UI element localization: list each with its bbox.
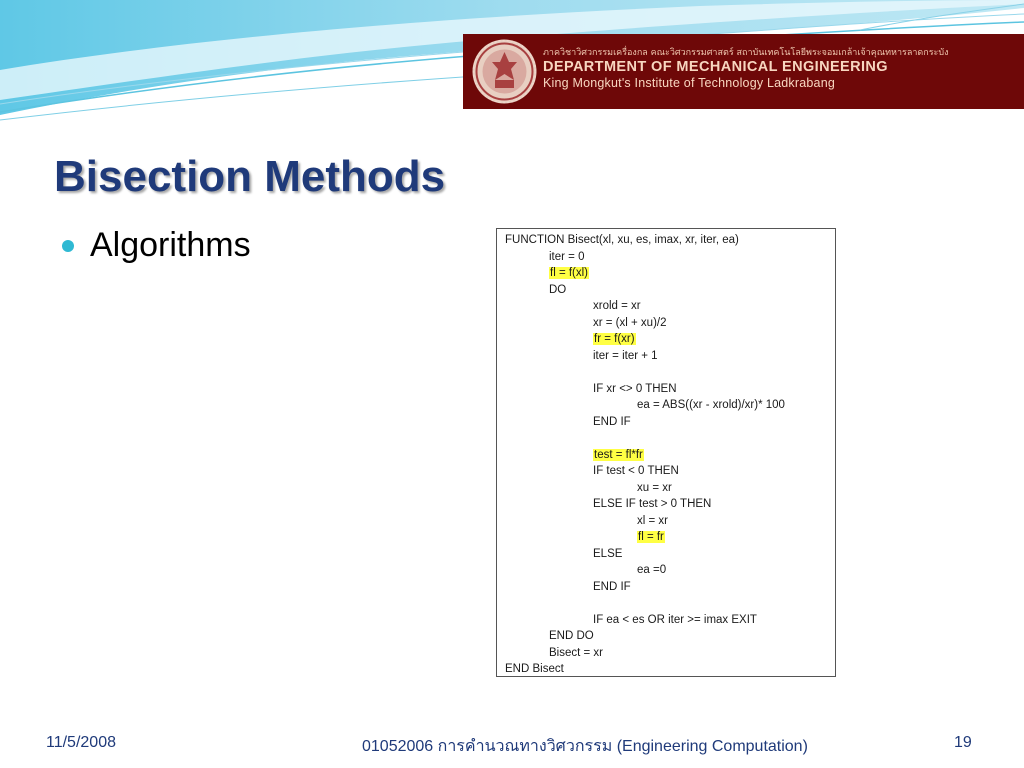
footer-page-number: 19 — [954, 734, 972, 751]
footer-date: 11/5/2008 — [46, 734, 116, 751]
bullet-item — [62, 226, 251, 265]
code-text: ELSE — [593, 547, 623, 560]
department-banner — [463, 34, 1024, 109]
code-text: xr = (xl + xu)/2 — [593, 316, 667, 329]
code-text: ea =0 — [637, 564, 667, 576]
code-text: iter = iter + 1 — [593, 349, 658, 362]
code-line — [593, 497, 711, 511]
code-text: ea = ABS((xr - xrold)/xr)* 100 — [637, 399, 785, 411]
code-line — [593, 332, 636, 346]
code-line — [593, 415, 631, 429]
code-text: IF ea < es OR iter >= imax EXIT — [593, 613, 757, 626]
code-text: IF xr <> 0 THEN — [593, 382, 677, 395]
code-line — [593, 448, 644, 462]
highlighted-code-text: test = fl*fr — [594, 448, 643, 461]
code-line — [593, 547, 622, 561]
code-line — [505, 233, 739, 247]
code-text: xrold = xr — [593, 300, 641, 312]
banner-institute-line: King Mongkut's Institute of Technology Ladkrabang — [543, 76, 836, 90]
pseudocode-box — [496, 228, 836, 677]
code-line — [593, 299, 641, 313]
code-line — [549, 250, 584, 264]
code-line — [505, 662, 564, 676]
highlighted-code-text: fr = f(xr) — [594, 333, 635, 345]
footer-course: 01052006 การคำนวณทางวิศวกรรม (Engineering Computation) — [362, 738, 808, 755]
code-text: END DO — [549, 630, 594, 642]
code-text: xu = xr — [637, 481, 672, 494]
code-text: FUNCTION Bisect(xl, xu, es, imax, xr, iter, ea) — [505, 234, 739, 246]
slide-title: Bisection Methods — [54, 152, 446, 201]
university-seal-icon — [471, 38, 538, 105]
code-line — [637, 398, 785, 412]
code-text: xl = xr — [637, 514, 668, 527]
code-text: iter = 0 — [549, 250, 585, 263]
banner-thai-line: ภาควิชาวิศวกรรมเครื่องกล คณะวิศวกรรมศาสตร์ สถาบันเทคโนโลยีพระจอมเกล้าเจ้าคุณทหารลาดกระบัง — [543, 48, 949, 58]
code-text: Bisect = xr — [549, 646, 604, 659]
code-line — [593, 349, 658, 363]
code-line — [593, 580, 631, 594]
highlighted-code-text: fl = f(xl) — [550, 267, 589, 279]
code-line — [549, 629, 594, 643]
code-text: DO — [549, 283, 567, 296]
code-line — [593, 613, 757, 627]
bullet-dot-icon — [62, 240, 74, 252]
code-line — [593, 464, 679, 478]
code-line — [637, 514, 668, 528]
code-line — [593, 382, 677, 396]
code-line — [637, 530, 665, 544]
banner-text — [543, 48, 1013, 91]
code-line — [637, 481, 672, 495]
code-line — [637, 563, 666, 577]
code-text: END IF — [593, 580, 631, 593]
banner-department-line: DEPARTMENT OF MECHANICAL ENGINEERING — [543, 59, 888, 75]
code-line — [549, 646, 603, 660]
code-text: END IF — [593, 415, 631, 428]
code-text: IF test < 0 THEN — [593, 465, 679, 477]
code-text: END Bisect — [505, 663, 564, 675]
code-text: ELSE IF test > 0 THEN — [593, 498, 712, 510]
bullet-text: Algorithms — [90, 226, 251, 264]
code-line — [593, 316, 667, 330]
code-line — [549, 283, 566, 297]
code-line — [549, 266, 589, 280]
highlighted-code-text: fl = fr — [638, 531, 664, 543]
